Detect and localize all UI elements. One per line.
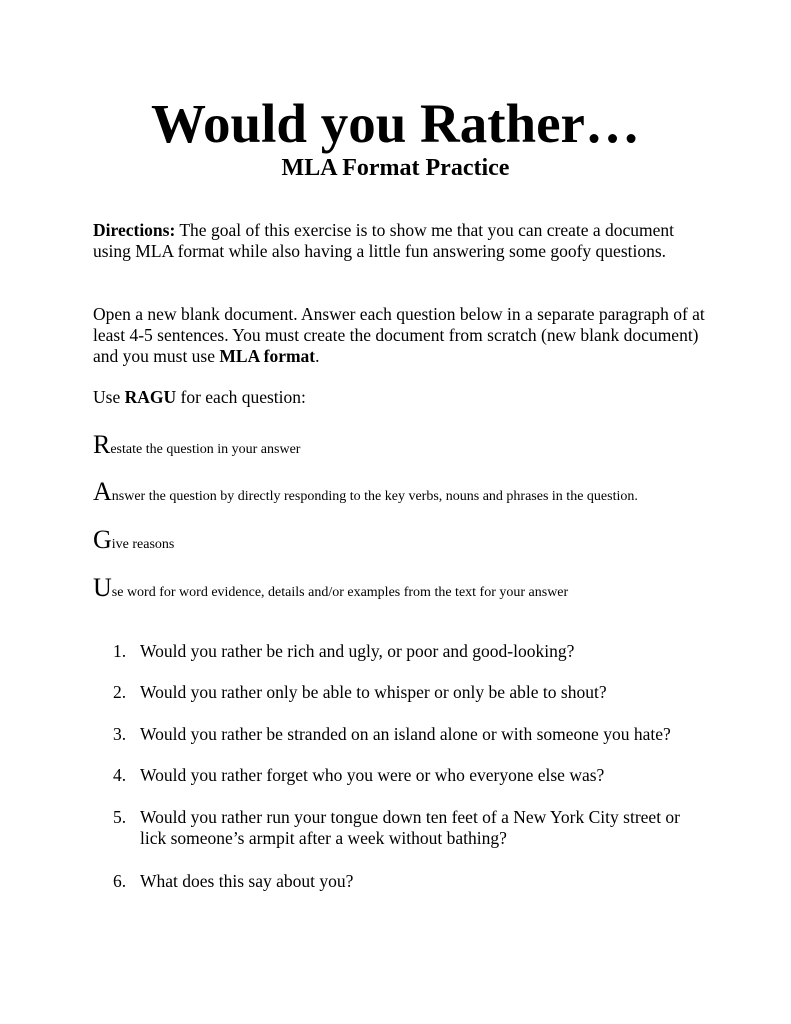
question-text: What does this say about you?: [140, 871, 354, 891]
question-text: Would you rather run your tongue down ten feet of a New York City street or lick someone’s armpit after a week without bathing?: [140, 807, 681, 848]
ragu-text: estate the question in your answer: [110, 442, 301, 457]
directions-label: Directions:: [93, 220, 176, 240]
instructions-end: .: [315, 346, 320, 366]
instructions-text: Open a new blank document. Answer each question below in a separate paragraph of at least 4-5 sentences. You must create the document from scratch (new blank document) and you must use: [93, 304, 705, 366]
question-number: 6.: [113, 871, 127, 891]
ragu-letter: A: [93, 477, 112, 506]
ragu-intro: [93, 387, 713, 408]
ragu-restate: [93, 430, 733, 462]
page-subtitle: MLA Format Practice: [281, 155, 510, 181]
ragu-letter: U: [93, 573, 112, 602]
question-number: 3.: [113, 724, 127, 744]
ragu-text: se word for word evidence, details and/or examples from the text for your answer: [111, 585, 569, 600]
instructions-bold: MLA format: [219, 346, 316, 366]
ragu-letter: G: [93, 525, 112, 554]
question-text: Would you rather forget who you were or who everyone else was?: [140, 765, 605, 785]
question-text: Would you rather be rich and ugly, or poor and good-looking?: [140, 641, 575, 661]
ragu-intro-after: for each question:: [176, 387, 306, 407]
question-number: 2.: [113, 682, 127, 702]
page-title: Would you Rather…: [151, 93, 640, 154]
ragu-text: ive reasons: [111, 537, 175, 552]
directions-paragraph: [93, 220, 713, 262]
ragu-text: nswer the question by directly responding to the key verbs, nouns and phrases in the question.: [111, 489, 638, 504]
question-number: 1.: [113, 641, 127, 661]
ragu-answer: [93, 477, 733, 509]
ragu-use: [93, 573, 733, 605]
ragu-intro-bold: RAGU: [124, 387, 177, 407]
instructions-paragraph: [93, 304, 713, 367]
ragu-letter: R: [93, 430, 111, 459]
directions-text: The goal of this exercise is to show me that you can create a document using MLA format while also having a little fun answering some goofy questions.: [93, 220, 675, 261]
question-text: Would you rather be stranded on an island alone or with someone you hate?: [140, 724, 671, 744]
ragu-give: [93, 525, 733, 557]
question-number: 4.: [113, 765, 127, 785]
question-text: Would you rather only be able to whisper or only be able to shout?: [140, 682, 607, 702]
ragu-intro-before: Use: [93, 387, 125, 407]
question-number: 5.: [113, 807, 127, 827]
